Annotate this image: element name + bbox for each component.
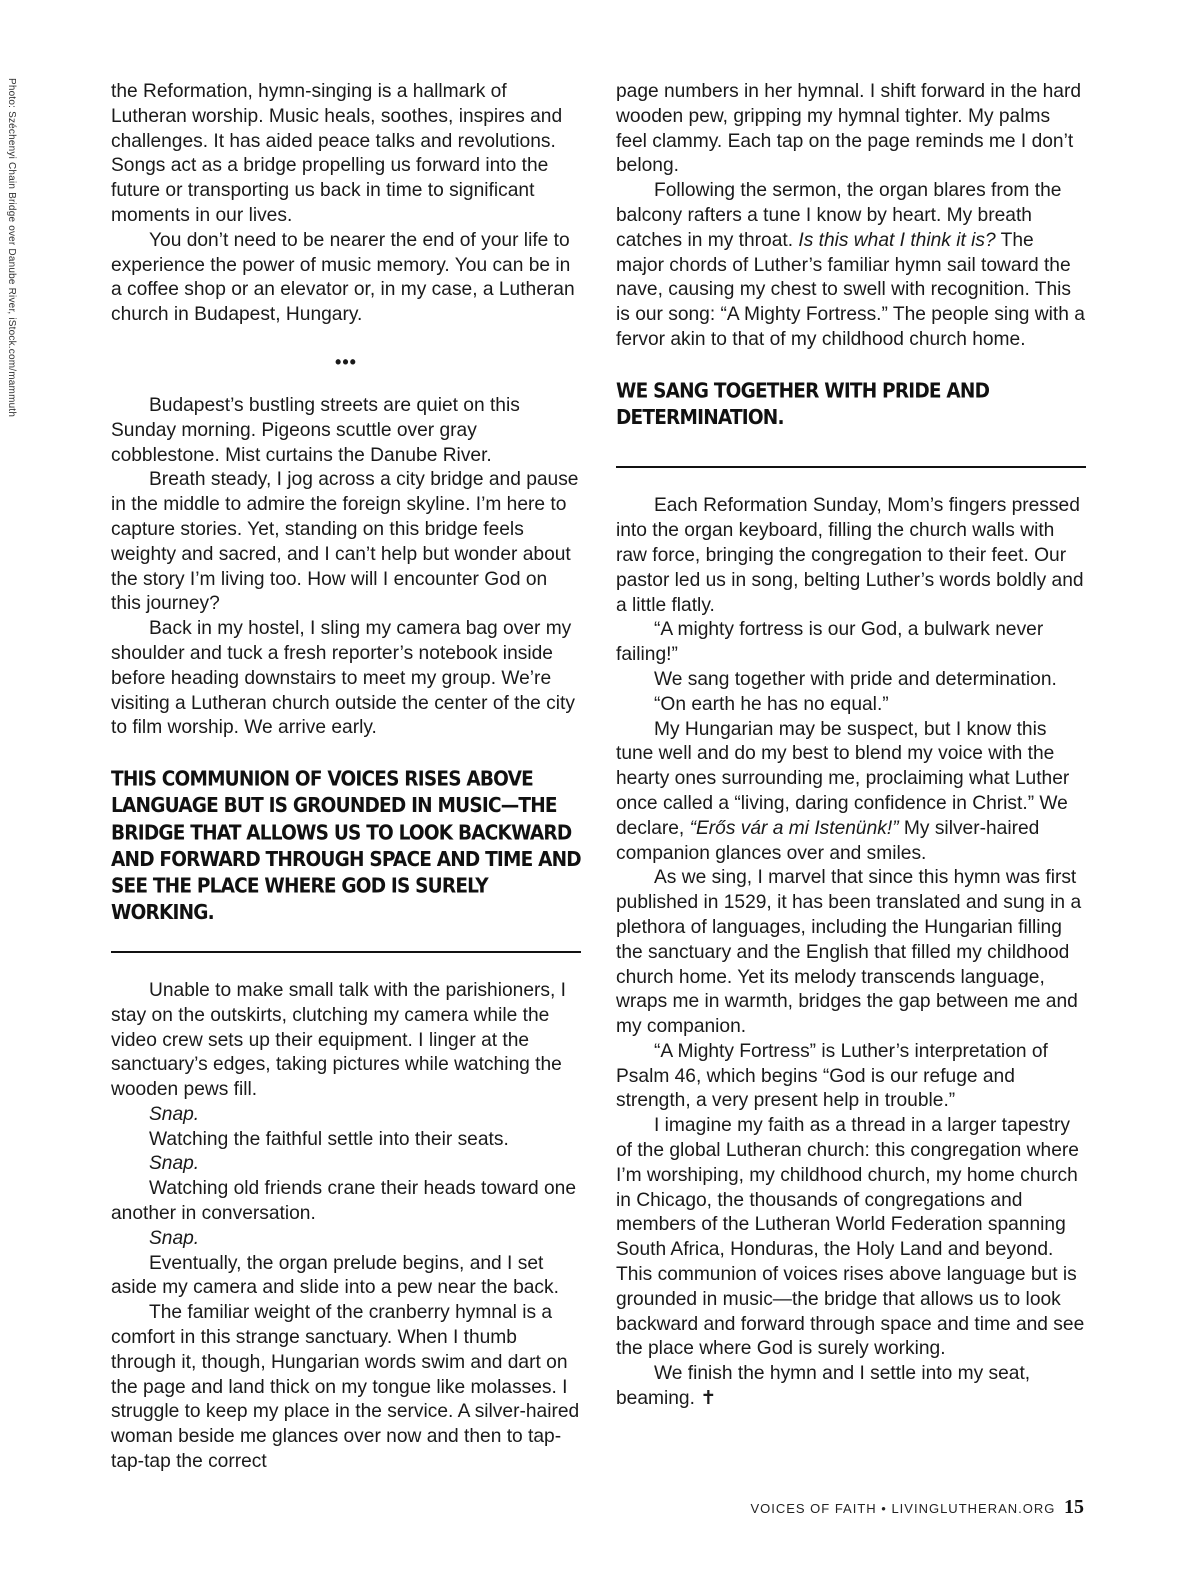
left-column <box>111 80 581 1475</box>
paragraph: Unable to make small talk with the parishioners, I stay on the outskirts, clutching my camera while the video crew sets up their equipment. I linger at the sanctuary’s edges, taking pictures while watching the wooden pews fill. <box>111 979 566 1101</box>
snap-text: Snap. <box>149 1227 200 1249</box>
paragraph: “A mighty fortress is our God, a bulwark never failing!” <box>616 619 1044 666</box>
page-number: 15 <box>1064 1496 1084 1518</box>
pull-quote: WE SANG TOGETHER WITH PRIDE AND DETERMINATION. <box>616 379 990 430</box>
page-footer <box>750 1496 1084 1519</box>
paragraph: We finish the hymn and I settle into my seat, beaming. ✝ <box>616 1363 1031 1410</box>
paragraph-text: My silver-haired companion glances over and smiles. <box>616 817 1040 864</box>
paragraph: Breath steady, I jog across a city bridge and pause in the middle to admire the foreign skyline. I’m here to capture stories. Yet, standing on this bridge feels weighty and sacred, and I can’t help but wonder about the story I’m living too. How will I encounter God on this journey? <box>111 469 579 615</box>
italic-text: Is this what I think it is? <box>798 229 996 251</box>
right-column <box>616 80 1086 1412</box>
snap-text: Snap. <box>149 1153 200 1175</box>
paragraph: Watching the faithful settle into their seats. <box>149 1128 509 1150</box>
paragraph: Each Reformation Sunday, Mom’s fingers pressed into the organ keyboard, filling the church walls with raw force, bringing the congregation to their feet. Our pastor led us in song, belting Luther’s words boldly and a little flatly. <box>616 495 1084 616</box>
paragraph: As we sing, I marvel that since this hymn was first published in 1529, it has been translated and sung in a plethora of languages, including the Hungarian filling the sanctuary and the English that filled my childhood church home. Yet its melody transcends language, wraps me in warmth, bridges the gap between me and my companion. <box>616 867 1082 1038</box>
paragraph: “On earth he has no equal.” <box>654 693 889 715</box>
pull-quote-rule <box>111 951 581 953</box>
photo-credit-text: Photo: Széchenyi Chain Bridge over Danube River, iStock.com/mammuth <box>6 78 17 418</box>
paragraph <box>111 1227 581 1252</box>
paragraph: We sang together with pride and determination. <box>654 668 1057 690</box>
paragraph: Eventually, the organ prelude begins, and I set aside my camera and slide into a pew near the back. <box>111 1252 559 1299</box>
paragraph: Budapest’s bustling streets are quiet on this Sunday morning. Pigeons scuttle over gray cobblestone. Mist curtains the Danube River. <box>111 394 520 466</box>
paragraph: Watching old friends crane their heads toward one another in conversation. <box>111 1178 576 1225</box>
snap-text: Snap. <box>149 1103 200 1125</box>
pull-quote-rule <box>616 466 1086 468</box>
paragraph: Back in my hostel, I sling my camera bag over my shoulder and tuck a fresh reporter’s notebook inside before heading downstairs to meet my group. We’re visiting a Lutheran church outside the center of the city to film worship. We arrive early. <box>111 618 575 739</box>
paragraph: You don’t need to be nearer the end of your life to experience the power of music memory. You can be in a coffee shop or an elevator or, in my case, a Lutheran church in Budapest, Hungary. <box>111 229 575 326</box>
pull-quote: THIS COMMUNION OF VOICES RISES ABOVE LANGUAGE BUT IS GROUNDED IN MUSIC—THE BRIDGE THAT ALLOWS US TO LOOK BACKWARD AND FORWARD THROUGH SPACE AND TIME AND SEE THE PLACE WHERE GOD IS SURELY WORKING. <box>111 768 581 925</box>
paragraph-text: Following the sermon, the organ blares from the balcony rafters a tune I know by heart. My breath catches in my throat. <box>616 180 1062 251</box>
paragraph-text: The major chords of Luther’s familiar hymn sail toward the nave, causing my chest to swell with recognition. This is our song: “A Mighty Fortress.” The people sing with a fervor akin to that of my childhood church home. <box>616 229 1085 350</box>
italic-text: “Erős vár a mi Istenünk!” <box>689 817 899 839</box>
footer-label: VOICES OF FAITH • LIVINGLUTHERAN.ORG <box>750 1501 1056 1516</box>
photo-credit <box>2 78 24 478</box>
paragraph: I imagine my faith as a thread in a larger tapestry of the global Lutheran church: this congregation where I’m worshiping, my childhood church, my home church in Chicago, the thousands of congregations and members of the Lutheran World Federation spanning South Africa, Honduras, the Holy Land and beyond. This communion of voices rises above language but is grounded in music—the bridge that allows us to look backward and forward through space and time and see the place where God is surely working. <box>616 1115 1085 1360</box>
paragraph <box>616 179 1086 353</box>
paragraph: The familiar weight of the cranberry hymnal is a comfort in this strange sanctuary. When I thumb through it, though, Hungarian words swim and dart on the page and land thick on my tongue like molasses. I struggle to keep my place in the service. A silver-haired woman beside me glances over now and then to tap-tap-tap the correct <box>111 1302 580 1473</box>
paragraph: “A Mighty Fortress” is Luther’s interpretation of Psalm 46, which begins “God is our refuge and strength, a very present help in trouble.” <box>616 1040 1048 1112</box>
paragraph-text: My Hungarian may be suspect, but I know this tune well and do my best to blend my voice with the hearty ones surrounding me, proclaiming what Luther once called a “living, daring confidence in Christ.” We declare, <box>616 718 1070 839</box>
section-separator: ••• <box>335 351 357 372</box>
paragraph <box>616 718 1086 867</box>
paragraph: the Reformation, hymn-singing is a hallmark of Lutheran worship. Music heals, soothes, inspires and challenges. It has aided peace talks and revolutions. Songs act as a bridge propelling us forward into the future or transporting us back in time to significant moments in our lives. <box>111 81 563 226</box>
paragraph <box>111 1152 581 1177</box>
paragraph <box>111 1103 581 1128</box>
paragraph: page numbers in her hymnal. I shift forward in the hard wooden pew, gripping my hymnal tighter. My palms feel clammy. Each tap on the page reminds me I don’t belong. <box>616 81 1082 177</box>
